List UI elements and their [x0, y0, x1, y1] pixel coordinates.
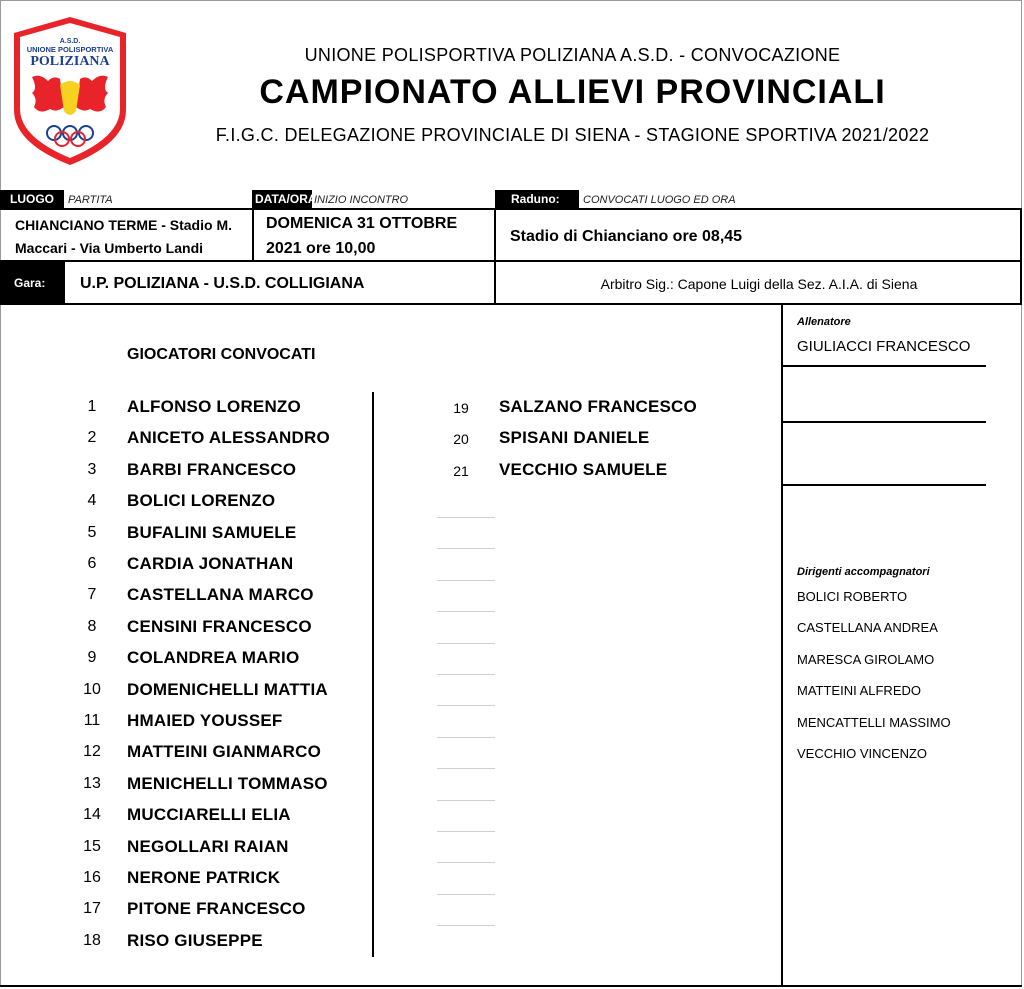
partita-label: PARTITA — [68, 194, 113, 206]
player-number: 3 — [87, 460, 97, 478]
dirigente-name: MARESCA GIROLAMO — [797, 651, 935, 667]
player-number: 15 — [83, 837, 101, 855]
raduno-label: Raduno: — [495, 190, 579, 209]
luogo-line2: Maccari - Via Umberto Landi — [15, 240, 204, 256]
player-name: SPISANI DANIELE — [499, 428, 650, 448]
player-number: 16 — [83, 869, 101, 886]
player-number: 7 — [87, 586, 97, 604]
player-name: ANICETO ALESSANDRO — [127, 428, 330, 448]
empty-slot-line — [437, 548, 495, 549]
header-line3: F.I.G.C. DELEGAZIONE PROVINCIALE DI SIENA - STAGIONE SPORTIVA 2021/2022 — [215, 125, 930, 145]
player-number: 12 — [83, 743, 101, 761]
allenatore-label: Allenatore — [797, 316, 851, 328]
empty-slot-line — [437, 925, 495, 926]
club-logo — [10, 15, 130, 167]
divider — [252, 208, 254, 260]
allenatore-value: GIULIACCI FRANCESCO — [797, 338, 971, 355]
empty-slot-line — [437, 768, 495, 769]
empty-slot-line — [437, 517, 495, 518]
player-number: 13 — [83, 774, 101, 792]
divider — [0, 303, 1022, 305]
divider — [782, 484, 986, 486]
empty-slot-line — [437, 705, 495, 706]
dirigente-name: MENCATTELLI MASSIMO — [797, 714, 951, 730]
gara-value: U.P. POLIZIANA - U.S.D. COLLIGIANA — [80, 275, 365, 292]
player-number: 6 — [87, 555, 97, 572]
data-line1: DOMENICA 31 OTTOBRE — [266, 215, 458, 232]
player-number: 9 — [87, 649, 97, 667]
player-number: 10 — [83, 680, 101, 698]
divider — [0, 260, 1022, 262]
divider — [0, 985, 1022, 987]
player-number: 8 — [87, 617, 97, 635]
empty-slot-line — [437, 894, 495, 895]
dirigenti-label: Dirigenti accompagnatori — [797, 566, 930, 578]
player-number: 2 — [87, 429, 97, 447]
inizio-label: INIZIO INCONTRO — [314, 194, 409, 206]
player-number: 18 — [83, 931, 101, 949]
player-name: RISO GIUSEPPE — [127, 930, 263, 950]
dirigente-name: BOLICI ROBERTO — [797, 589, 908, 604]
player-name: COLANDREA MARIO — [127, 648, 300, 668]
logo-arc-text: UNIONE POLISPORTIVA — [26, 45, 114, 54]
page-title: CAMPIONATO ALLIEVI PROVINCIALI — [259, 73, 886, 111]
player-name: MUCCIARELLI ELIA — [127, 805, 291, 825]
player-name: NEGOLLARI RAIAN — [127, 836, 289, 856]
empty-slot-line — [437, 580, 495, 581]
divider — [782, 365, 986, 367]
player-name: VECCHIO SAMUELE — [499, 459, 668, 479]
column-divider — [372, 392, 374, 957]
player-name: BOLICI LORENZO — [127, 491, 276, 511]
player-name: ALFONSO LORENZO — [127, 397, 301, 416]
player-number: 5 — [87, 523, 97, 541]
empty-slot-line — [437, 674, 495, 675]
player-name: MENICHELLI TOMMASO — [127, 773, 328, 793]
data-line2: 2021 ore 10,00 — [266, 240, 376, 257]
arbitro-value: Arbitro Sig.: Capone Luigi della Sez. A.I.A. di Siena — [600, 276, 918, 292]
player-name: BUFALINI SAMUELE — [127, 522, 297, 542]
empty-slot-line — [437, 800, 495, 801]
player-name: BARBI FRANCESCO — [127, 459, 297, 479]
player-name: CASTELLANA MARCO — [127, 585, 314, 605]
dirigente-name: CASTELLANA ANDREA — [797, 620, 938, 636]
empty-slot-line — [437, 611, 495, 612]
raduno-value: Stadio di Chianciano ore 08,45 — [510, 228, 743, 245]
player-number: 1 — [87, 398, 97, 415]
players-heading: GIOCATORI CONVOCATI — [127, 346, 316, 363]
player-number: 19 — [453, 400, 469, 416]
dirigente-name: MATTEINI ALFREDO — [797, 683, 921, 699]
player-name: CARDIA JONATHAN — [127, 554, 294, 573]
logo-top-text: A.S.D. — [59, 38, 81, 45]
data-ora-label: DATA/ORA — [252, 190, 312, 209]
player-number: 14 — [83, 806, 101, 824]
header-line1: UNIONE POLISPORTIVA POLIZIANA A.S.D. - CONVOCAZIONE — [304, 45, 841, 65]
player-name: SALZANO FRANCESCO — [499, 397, 697, 416]
luogo-label: LUOGO — [0, 190, 64, 209]
luogo-line1: CHIANCIANO TERME - Stadio M. — [15, 217, 232, 233]
player-name: MATTEINI GIANMARCO — [127, 742, 322, 762]
empty-slot-line — [437, 737, 495, 738]
player-number: 4 — [87, 492, 97, 510]
player-number: 17 — [83, 900, 101, 918]
player-number: 21 — [453, 462, 469, 479]
player-number: 11 — [83, 712, 101, 729]
divider — [782, 421, 986, 423]
gara-label: Gara: — [0, 262, 65, 304]
divider — [0, 208, 1022, 210]
empty-slot-line — [437, 831, 495, 832]
staff-divider — [781, 304, 783, 987]
player-number: 20 — [453, 431, 469, 448]
empty-slot-line — [437, 862, 495, 863]
player-name: DOMENICHELLI MATTIA — [127, 679, 328, 699]
logo-name: POLIZIANA — [30, 54, 110, 69]
convocati-luogo-label: CONVOCATI LUOGO ED ORA — [583, 194, 736, 206]
empty-slot-line — [437, 643, 495, 644]
dirigente-name: VECCHIO VINCENZO — [797, 746, 928, 761]
player-name: CENSINI FRANCESCO — [127, 616, 312, 636]
player-name: PITONE FRANCESCO — [127, 899, 306, 919]
player-name: HMAIED YOUSSEF — [127, 711, 283, 730]
player-name: NERONE PATRICK — [127, 868, 281, 887]
